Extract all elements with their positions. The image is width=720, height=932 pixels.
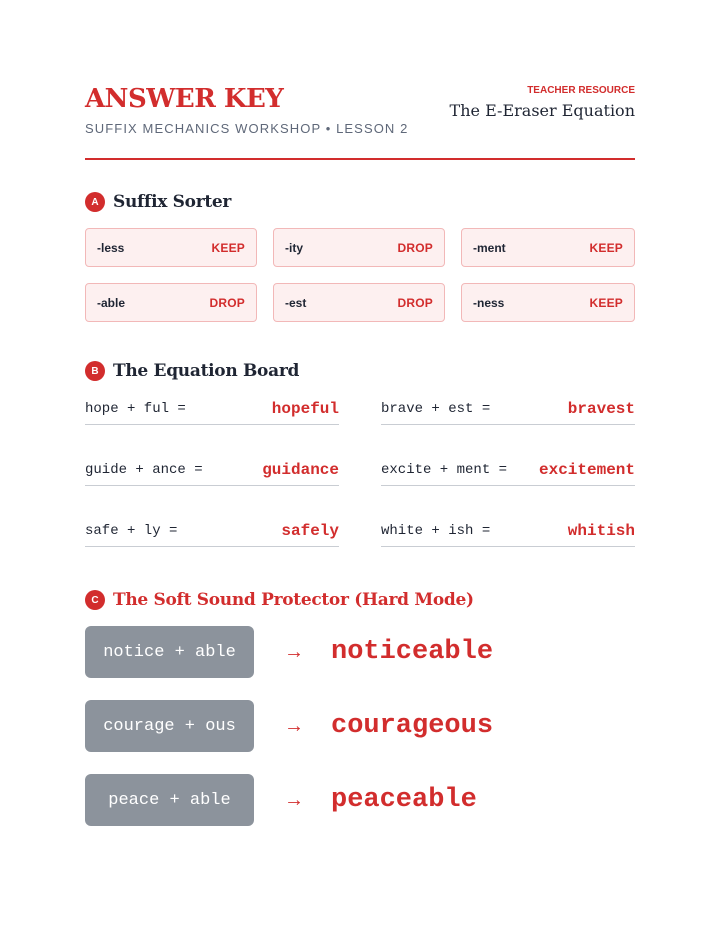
suffix-action: KEEP bbox=[211, 240, 245, 255]
arrow-right-icon: → bbox=[284, 715, 304, 737]
answer-key-page bbox=[85, 0, 635, 932]
resource-label: TEACHER RESOURCE bbox=[527, 85, 635, 96]
equation-text: white + ish = bbox=[381, 523, 491, 539]
equation-answer: hopeful bbox=[271, 400, 339, 418]
protector-row bbox=[85, 626, 635, 680]
suffix-card bbox=[273, 283, 445, 322]
equation-answer: bravest bbox=[567, 400, 635, 418]
protector-equation: courage + ous bbox=[85, 700, 254, 752]
section-b-badge: B bbox=[85, 361, 105, 381]
suffix-label: -able bbox=[97, 295, 126, 310]
suffix-card bbox=[461, 228, 635, 267]
suffix-label: -est bbox=[285, 295, 307, 310]
equation-row bbox=[85, 516, 339, 547]
suffix-card bbox=[273, 228, 445, 267]
protector-equation: notice + able bbox=[85, 626, 254, 678]
section-c-title: The Soft Sound Protector (Hard Mode) bbox=[113, 590, 474, 610]
equation-answer: safely bbox=[281, 522, 339, 540]
equation-answer: excitement bbox=[538, 461, 635, 479]
protector-equation: peace + able bbox=[85, 774, 254, 826]
section-b-heading bbox=[85, 359, 299, 383]
suffix-label: -ity bbox=[285, 240, 303, 255]
page-title: ANSWER KEY bbox=[85, 84, 284, 114]
equation-row bbox=[381, 394, 635, 425]
equation-row bbox=[381, 516, 635, 547]
resource-title: The E-Eraser Equation bbox=[449, 101, 635, 120]
suffix-action: DROP bbox=[397, 295, 433, 310]
equation-text: excite + ment = bbox=[381, 462, 508, 478]
section-a-title: Suffix Sorter bbox=[113, 192, 232, 212]
suffix-label: -ness bbox=[473, 295, 505, 310]
suffix-action: DROP bbox=[397, 240, 433, 255]
suffix-label: -ment bbox=[473, 240, 506, 255]
section-a-heading bbox=[85, 190, 231, 214]
equation-text: brave + est = bbox=[381, 401, 491, 417]
section-c-badge: C bbox=[85, 590, 105, 610]
suffix-action: KEEP bbox=[589, 240, 623, 255]
suffix-action: DROP bbox=[209, 295, 245, 310]
equation-text: safe + ly = bbox=[85, 523, 178, 539]
suffix-action: KEEP bbox=[589, 295, 623, 310]
equation-answer: guidance bbox=[262, 461, 339, 479]
equation-answer: whitish bbox=[567, 522, 635, 540]
equation-row bbox=[85, 394, 339, 425]
section-c-heading bbox=[85, 588, 474, 612]
protector-answer: peaceable bbox=[331, 785, 477, 815]
suffix-card bbox=[461, 283, 635, 322]
equation-text: guide + ance = bbox=[85, 462, 203, 478]
suffix-card bbox=[85, 283, 257, 322]
section-a-badge: A bbox=[85, 192, 105, 212]
arrow-right-icon: → bbox=[284, 789, 304, 811]
section-b-title: The Equation Board bbox=[113, 361, 300, 381]
arrow-right-icon: → bbox=[284, 641, 304, 663]
equation-row bbox=[85, 455, 339, 486]
suffix-card bbox=[85, 228, 257, 267]
equation-text: hope + ful = bbox=[85, 401, 186, 417]
protector-answer: noticeable bbox=[331, 637, 494, 667]
protector-row bbox=[85, 774, 635, 828]
protector-row bbox=[85, 700, 635, 754]
suffix-label: -less bbox=[97, 240, 125, 255]
page-subtitle: SUFFIX MECHANICS WORKSHOP • LESSON 2 bbox=[85, 121, 409, 136]
protector-answer: courageous bbox=[331, 711, 494, 741]
header-divider bbox=[85, 158, 635, 160]
equation-row bbox=[381, 455, 635, 486]
